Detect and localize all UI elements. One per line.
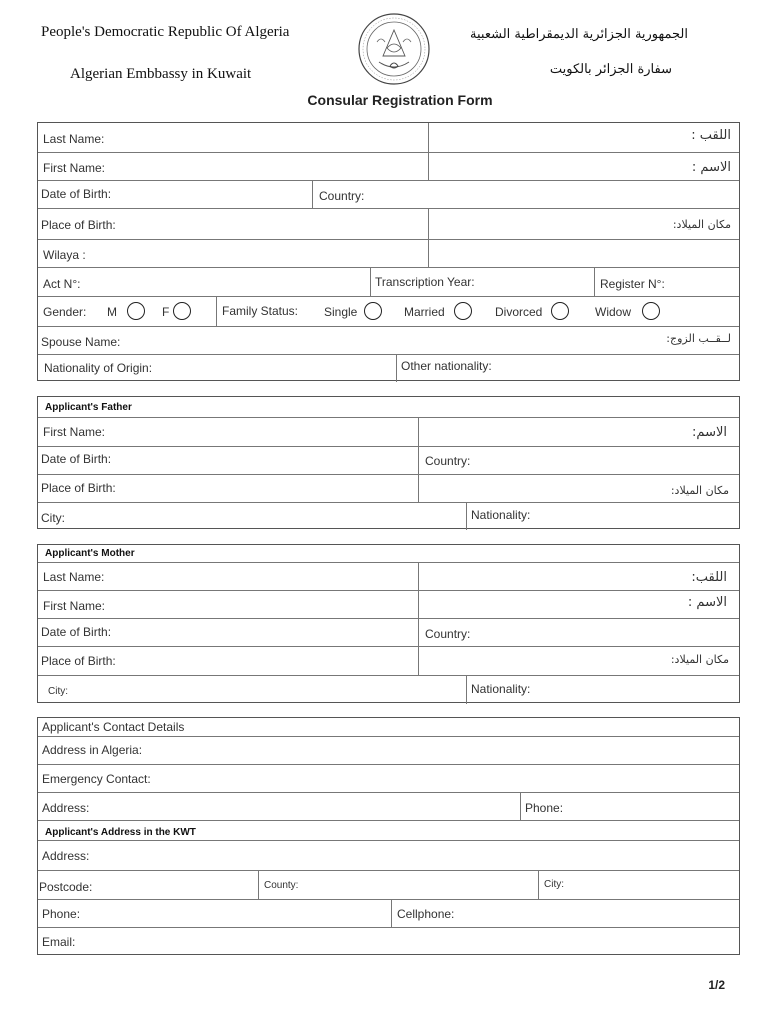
row-wilaya [38, 239, 739, 268]
kwt-city-label: City: [544, 879, 564, 890]
mother-dob-label: Date of Birth: [41, 625, 112, 639]
pob-label-ar: مكان الميلاد: [672, 218, 731, 231]
row-address-algeria [38, 736, 739, 765]
mother-heading-row [38, 545, 739, 562]
pob-label: Place of Birth: [41, 218, 116, 232]
kwt-phone-label: Phone: [42, 907, 81, 921]
emergency-phone-label: Phone: [525, 801, 564, 815]
personal-section [37, 122, 740, 381]
row-spouse [38, 326, 739, 355]
country-label: Country: [319, 189, 365, 203]
mother-last-name-label-ar: اللقب: [691, 570, 727, 585]
widow-label: Widow [595, 305, 632, 319]
contact-heading-row [38, 718, 739, 736]
gender-male-radio[interactable] [127, 302, 145, 320]
register-no-label: Register N°: [600, 277, 665, 291]
dob-label: Date of Birth: [41, 187, 112, 201]
gender-label: Gender: [43, 305, 87, 319]
gender-female-radio[interactable] [173, 302, 191, 320]
mother-nationality-label: Nationality: [471, 682, 531, 696]
spouse-name-label: Spouse Name: [41, 335, 121, 349]
last-name-label-ar: اللقب : [691, 128, 731, 143]
mother-section [37, 544, 740, 703]
header-country-name-ar: الجمهورية الجزائرية الديمقراطية الشعبية [470, 27, 688, 42]
row-last-name [38, 123, 739, 152]
row-nationality [38, 354, 739, 382]
mother-row-pob [38, 646, 739, 676]
mother-first-name-label: First Name: [43, 599, 106, 613]
divorced-label: Divorced [495, 305, 543, 319]
row-email [38, 927, 739, 956]
cellphone-label: Cellphone: [397, 907, 455, 921]
county-label: County: [264, 880, 299, 891]
row-phone [38, 899, 739, 928]
single-radio[interactable] [364, 302, 382, 320]
mother-row-city [38, 675, 739, 704]
page-title: Consular Registration Form [307, 92, 493, 108]
family-status-label: Family Status: [222, 304, 299, 318]
widow-radio[interactable] [642, 302, 660, 320]
wilaya-label: Wilaya : [43, 248, 86, 262]
mother-city-label: City: [48, 686, 68, 697]
row-act [38, 267, 739, 297]
row-emergency-address [38, 792, 739, 821]
postcode-label: Postcode: [39, 880, 93, 894]
gender-male-label: M [107, 305, 117, 319]
row-first-name [38, 152, 739, 181]
father-row-city [38, 502, 739, 530]
married-label: Married [404, 305, 445, 319]
other-nationality-label: Other nationality: [401, 359, 492, 373]
father-first-name-label: First Name: [43, 425, 106, 439]
father-dob-label: Date of Birth: [41, 452, 112, 466]
email-label: Email: [42, 935, 76, 949]
father-city-label: City: [41, 511, 65, 525]
row-kwt-address [38, 840, 739, 871]
row-gender-status [38, 296, 739, 327]
row-dob [38, 180, 739, 209]
mother-row-dob [38, 618, 739, 647]
father-nationality-label: Nationality: [471, 508, 531, 522]
mother-last-name-label: Last Name: [43, 570, 105, 584]
kwt-heading-row [38, 820, 739, 841]
first-name-label-ar: الاسم : [691, 160, 731, 175]
transcription-year-label: Transcription Year: [375, 275, 475, 289]
mother-heading: Applicant's Mother [45, 548, 135, 559]
page-number: 1/2 [708, 978, 725, 992]
father-pob-label: Place of Birth: [41, 481, 116, 495]
married-radio[interactable] [454, 302, 472, 320]
last-name-label: Last Name: [43, 132, 105, 146]
emergency-address-label: Address: [42, 801, 90, 815]
mother-row-first-name [38, 590, 739, 619]
header-embassy-name: Algerian Embbassy in Kuwait [70, 66, 252, 82]
address-algeria-label: Address in Algeria: [42, 743, 143, 757]
nationality-origin-label: Nationality of Origin: [44, 361, 153, 375]
spouse-name-label-ar: لــقــب الزوج: [666, 332, 731, 345]
mother-row-last-name [38, 562, 739, 591]
kwt-address-label: Address: [42, 849, 90, 863]
single-label: Single [324, 305, 358, 319]
father-heading-row [38, 397, 739, 417]
divorced-radio[interactable] [551, 302, 569, 320]
emergency-contact-label: Emergency Contact: [42, 772, 151, 786]
row-emergency-contact [38, 764, 739, 793]
father-pob-label-ar: مكان الميلاد: [670, 484, 729, 497]
mother-pob-label-ar: مكان الميلاد: [670, 653, 729, 666]
contact-section [37, 717, 740, 955]
contact-heading: Applicant's Contact Details [42, 720, 185, 734]
header-country-name: People's Democratic Republic Of Algeria [41, 24, 290, 40]
mother-country-label: Country: [425, 627, 471, 641]
first-name-label: First Name: [43, 161, 106, 175]
father-row-pob [38, 474, 739, 503]
row-pob [38, 208, 739, 240]
father-heading: Applicant's Father [45, 402, 132, 413]
father-country-label: Country: [425, 454, 471, 468]
row-postcode [38, 870, 739, 900]
kwt-heading: Applicant's Address in the KWT [45, 827, 196, 838]
header-embassy-name-ar: سفارة الجزائر بالكويت [549, 62, 672, 77]
father-first-name-label-ar: الاسم: [692, 425, 727, 440]
gender-female-label: F [162, 305, 170, 319]
father-section [37, 396, 740, 529]
mother-first-name-label-ar: الاسم : [687, 595, 727, 610]
act-no-label: Act N°: [43, 277, 81, 291]
algeria-seal-icon [357, 12, 431, 86]
mother-pob-label: Place of Birth: [41, 654, 116, 668]
father-row-dob [38, 446, 739, 475]
father-row-first-name [38, 417, 739, 447]
